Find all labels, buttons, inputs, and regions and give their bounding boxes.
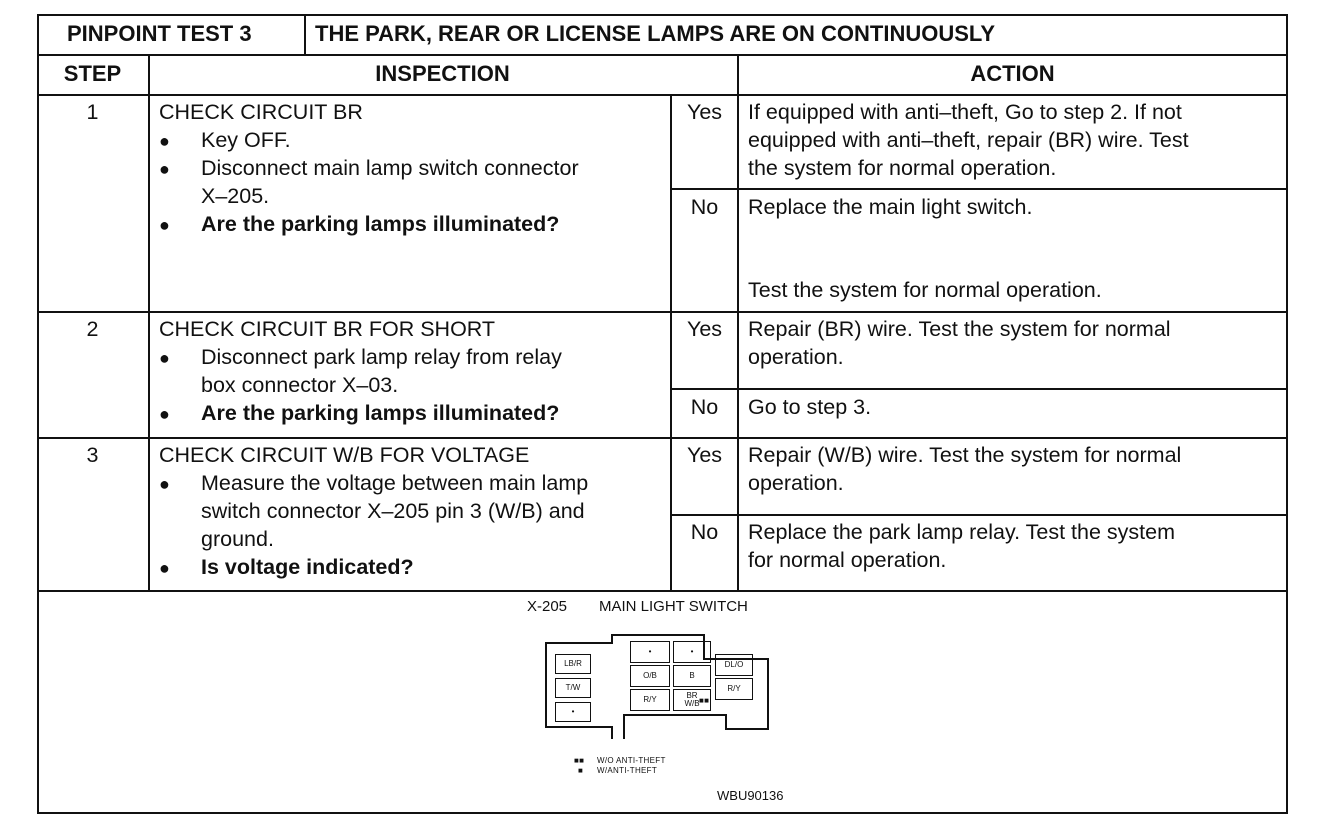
column-header-action: ACTION xyxy=(970,61,1055,86)
pinpoint-test-table xyxy=(37,14,1288,814)
step-bullet: ground. xyxy=(201,527,274,551)
bullet-icon: ● xyxy=(159,159,170,179)
action-column-line xyxy=(737,54,739,590)
figure-id: WBU90136 xyxy=(717,788,784,803)
pin-label: W/B xyxy=(684,699,700,708)
yes-action: operation. xyxy=(748,345,844,369)
step-question: Are the parking lamps illuminated? xyxy=(201,212,560,236)
legend-text: W/ANTI-THEFT xyxy=(597,766,658,775)
no-label: No xyxy=(690,520,719,544)
pin-o-b: O/B xyxy=(630,665,670,687)
pin-r-y: R/Y xyxy=(715,678,753,700)
step-number: 3 xyxy=(86,443,99,467)
no-label: No xyxy=(690,195,719,219)
step3-yes-no-divider xyxy=(670,514,1288,516)
yes-label: Yes xyxy=(686,100,723,124)
step-bullet: Measure the voltage between main lamp xyxy=(201,471,589,495)
no-label: No xyxy=(690,395,719,419)
yes-label: Yes xyxy=(686,317,723,341)
yes-action: If equipped with anti–theft, Go to step 2. If not xyxy=(748,100,1182,124)
legend-text: W/O ANTI-THEFT xyxy=(597,756,666,765)
yes-action: the system for normal operation. xyxy=(748,156,1057,180)
no-action: Go to step 3. xyxy=(748,395,872,419)
test-title: THE PARK, REAR OR LICENSE LAMPS ARE ON CONTINUOUSLY xyxy=(315,21,996,46)
no-action: Replace the park lamp relay. Test the system xyxy=(748,520,1176,544)
pin-empty: • xyxy=(555,702,591,722)
bullet-icon: ● xyxy=(159,558,170,578)
step-bullet: box connector X–03. xyxy=(201,373,399,397)
bullet-icon: ● xyxy=(159,348,170,368)
pin-empty: • xyxy=(630,641,670,663)
step-question: Are the parking lamps illuminated? xyxy=(201,401,560,425)
header-divider xyxy=(37,54,1288,56)
yes-action: Repair (W/B) wire. Test the system for normal xyxy=(748,443,1182,467)
column-header-step: STEP xyxy=(63,61,122,86)
yes-action: equipped with anti–theft, repair (BR) wire. Test xyxy=(748,128,1189,152)
no-action: Replace the main light switch. xyxy=(748,195,1033,219)
column-header-inspection: INSPECTION xyxy=(375,61,510,86)
pin-t-w: T/W xyxy=(555,678,591,698)
step1-divider xyxy=(37,311,1288,313)
yes-action: operation. xyxy=(748,471,844,495)
yes-label: Yes xyxy=(686,443,723,467)
no-action: Test the system for normal operation. xyxy=(748,278,1102,302)
test-id: PINPOINT TEST 3 xyxy=(67,21,252,46)
step3-divider xyxy=(37,590,1288,592)
no-action: for normal operation. xyxy=(748,548,947,572)
step-title: CHECK CIRCUIT W/B FOR VOLTAGE xyxy=(159,443,530,467)
step-title: CHECK CIRCUIT BR FOR SHORT xyxy=(159,317,496,341)
step-title: CHECK CIRCUIT BR xyxy=(159,100,363,124)
step2-divider xyxy=(37,437,1288,439)
legend-marker-icon: ■■ xyxy=(574,756,585,765)
step-bullet: switch connector X–205 pin 3 (W/B) and xyxy=(201,499,585,523)
pin-b: B xyxy=(673,665,711,687)
bullet-icon: ● xyxy=(159,131,170,151)
bullet-icon: ● xyxy=(159,404,170,424)
step-bullet: Disconnect park lamp relay from relay xyxy=(201,345,562,369)
step2-yes-no-divider xyxy=(670,388,1288,390)
step-bullet: Disconnect main lamp switch connector xyxy=(201,156,579,180)
step-number: 1 xyxy=(86,100,99,124)
pin-label: BR xyxy=(686,691,698,700)
step-number: 2 xyxy=(86,317,99,341)
pin-empty: • xyxy=(673,641,711,663)
header-split xyxy=(304,14,306,54)
column-header-divider xyxy=(37,94,1288,96)
step-column-line xyxy=(148,54,150,590)
pin-lb-r: LB/R xyxy=(555,654,591,674)
step-bullet: Key OFF. xyxy=(201,128,291,152)
connector-name: MAIN LIGHT SWITCH xyxy=(599,598,748,615)
connector-id: X-205 xyxy=(527,598,568,615)
step-question: Is voltage indicated? xyxy=(201,555,414,579)
step-bullet: X–205. xyxy=(201,184,270,208)
pin-r-y: R/Y xyxy=(630,689,670,711)
pin-dl-o: DL/O xyxy=(715,654,753,676)
bullet-icon: ● xyxy=(159,215,170,235)
bullet-icon: ● xyxy=(159,474,170,494)
step1-yes-no-divider xyxy=(670,188,1288,190)
legend-marker-icon: ■ xyxy=(578,766,584,775)
yes-action: Repair (BR) wire. Test the system for normal xyxy=(748,317,1171,341)
pin-marker-icon: ■■ xyxy=(699,696,710,705)
